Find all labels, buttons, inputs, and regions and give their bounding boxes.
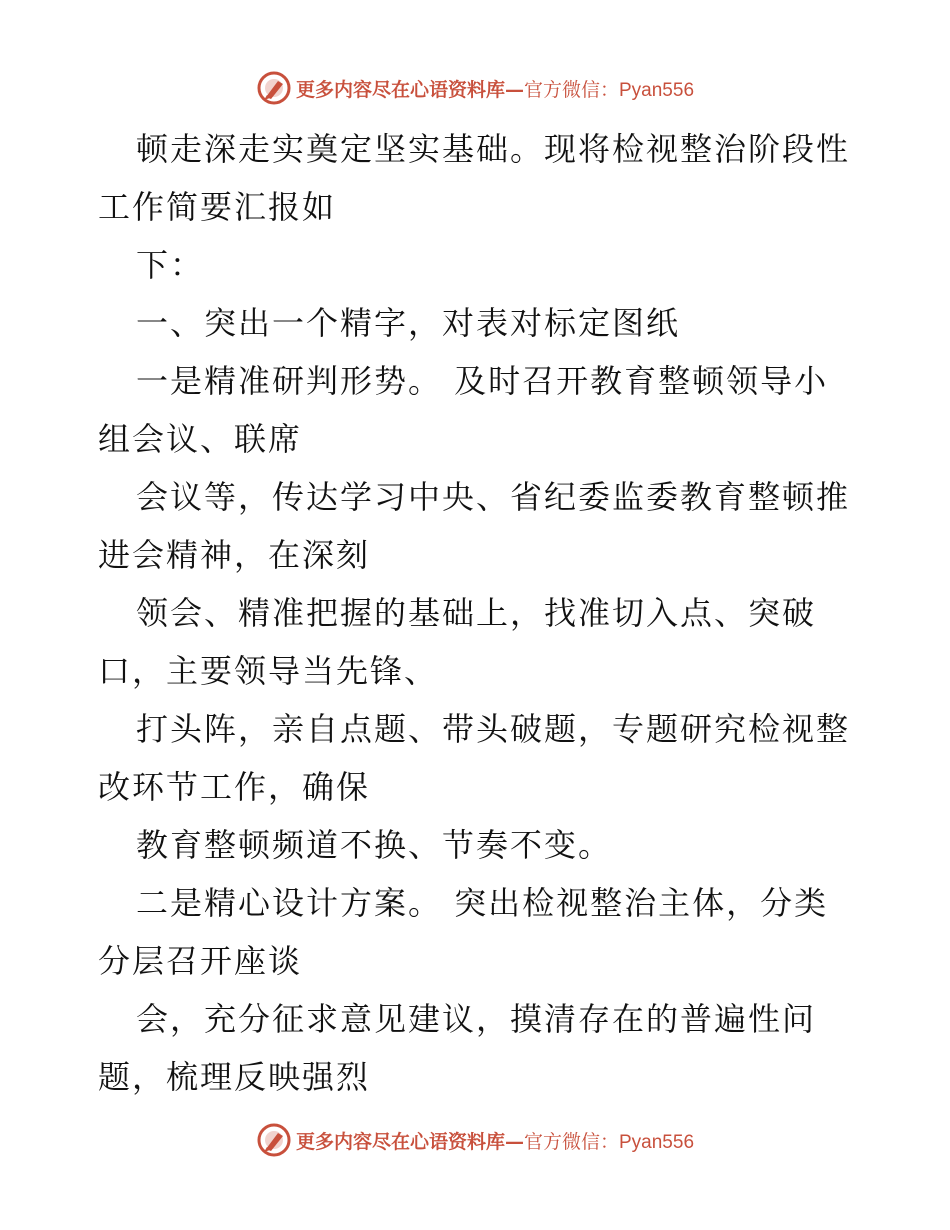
banner-wechat-id: Pyan556 [619,79,695,101]
text-line: 进会精神，在深刻 [98,536,371,574]
text-line: 会，充分征求意见建议，摸清存在的普遍性问 [136,1000,817,1038]
text-line: 顿走深走实奠定坚实基础。现将检视整治阶段性 [136,130,851,168]
pen-nib-logo-icon [256,1122,292,1158]
footer-banner [0,1120,950,1160]
header-banner [0,68,950,108]
text-line: 下： [136,246,205,284]
banner-slogan: 更多内容尽在心语资料库— [295,78,524,101]
banner-wechat-id: Pyan556 [619,1131,695,1153]
text-line: 分层召开座谈 [98,942,303,980]
banner-wechat-label: 官方微信： [523,78,619,101]
text-line: 一是精准研判形势。 及时召开教育整顿领导小 [136,362,829,400]
document-body [98,120,858,1106]
text-line: 打头阵，亲自点题、带头破题，专题研究检视整 [136,710,851,748]
text-line: 教育整顿频道不换、节奏不变。 [136,826,613,864]
text-line: 口，主要领导当先锋、 [98,652,439,690]
text-line: 改环节工作，确保 [98,768,371,806]
pen-nib-logo-icon [256,70,292,106]
text-line: 二是精心设计方案。 突出检视整治主体，分类 [136,884,829,922]
text-line: 一、突出一个精字，对表对标定图纸 [136,304,681,342]
text-line: 题，梳理反映强烈 [98,1058,371,1096]
footer-banner-text [296,1127,694,1154]
text-line: 领会、精准把握的基础上，找准切入点、突破 [136,594,817,632]
banner-wechat-label: 官方微信： [523,1130,619,1153]
text-line: 工作简要汇报如 [98,188,337,226]
header-banner-text [296,75,694,102]
text-line: 会议等，传达学习中央、省纪委监委教育整顿推 [136,478,851,516]
banner-slogan: 更多内容尽在心语资料库— [295,1130,524,1153]
text-line: 组会议、联席 [98,420,303,458]
